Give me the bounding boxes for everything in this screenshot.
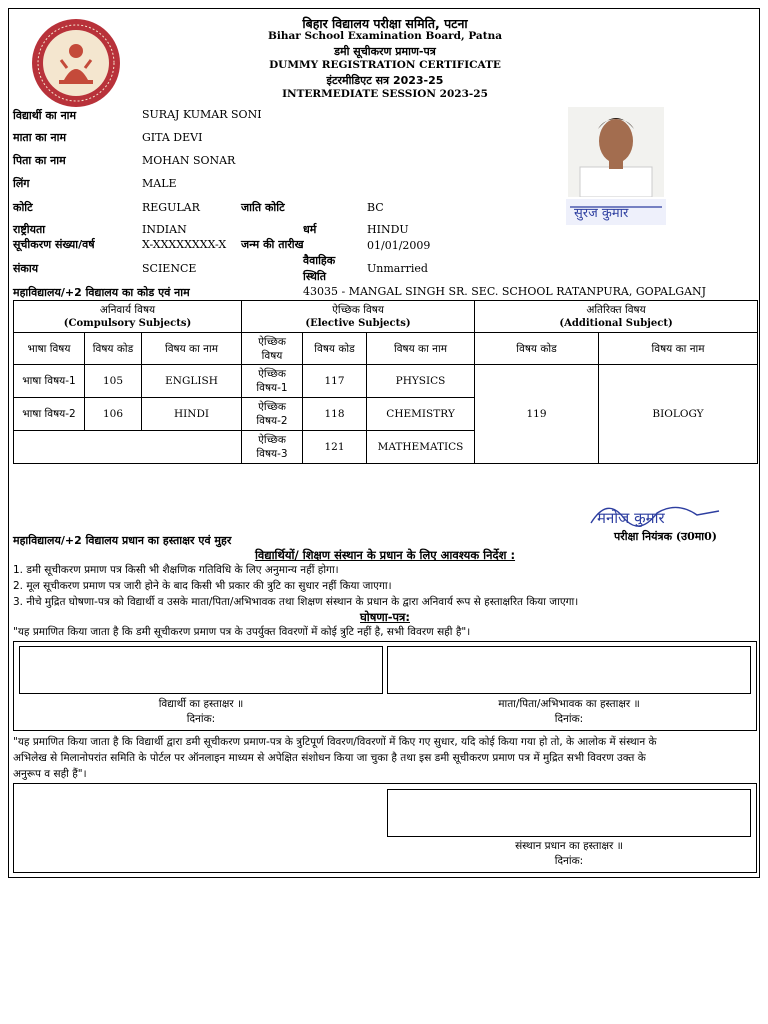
svg-text:मनोज कुमार: मनोज कुमार	[597, 509, 665, 527]
student-signature-box	[19, 646, 383, 694]
dob-label: जन्म की तारीख	[241, 238, 304, 251]
marital-value: Unmarried	[367, 262, 428, 275]
regno-value: X-XXXXXXXX-X	[142, 238, 227, 251]
dob-value: 01/01/2009	[367, 239, 431, 252]
mother-name-label: माता का नाम	[13, 131, 67, 144]
gender-value: MALE	[142, 177, 177, 190]
father-name-value: MOHAN SONAR	[142, 154, 236, 167]
student-date-label: दिनांक:	[186, 713, 216, 725]
religion-value: HINDU	[367, 223, 409, 236]
elective-header: ऐच्छिक विषय (Elective Subjects)	[242, 301, 475, 333]
header-english-board: Bihar School Examination Board, Patna	[267, 30, 503, 42]
instruction-item: 1. डमी सूचीकरण प्रमाण पत्र किसी भी शैक्षणिक गतिविधि के लिए अनुमान्य नहीं होगा।	[13, 564, 339, 576]
declaration-title: घोषणा-पत्र:	[360, 610, 410, 624]
svg-text:सुरज कुमार: सुरज कुमार	[574, 206, 629, 221]
head-signature-box	[387, 789, 751, 837]
caste-label: जाति कोटि	[241, 201, 285, 214]
head-signature-label: संस्थान प्रधान का हस्ताक्षर ॥	[515, 840, 623, 852]
parent-date-label: दिनांक:	[554, 713, 584, 725]
institution-declaration-line1: "यह प्रमाणित किया जाता है कि विद्यार्थी द्वारा डमी सूचीकरण प्रमाण-पत्र के त्रुटिपूर्ण विवरण/विवरणों में किए गए सुधार, यदि कोई किया गया हो तो, के आलोक में संस्थान के	[13, 736, 657, 748]
certificate-sheet	[8, 8, 760, 878]
student-name-label: विद्यार्थी का नाम	[13, 109, 77, 122]
category-value: REGULAR	[142, 201, 200, 214]
header-hindi-session: इंटरमीडिएट सत्र 2023-25	[326, 74, 444, 87]
controller-signature-label: परीक्षा नियंत्रक (उ0मा0)	[614, 530, 718, 543]
col-add-code: विषय कोड	[475, 333, 599, 365]
header-hindi-cert: डमी सूचीकरण प्रमाण-पत्र	[334, 45, 436, 58]
parent-signature-label: माता/पिता/अभिभावक का हस्ताक्षर ॥	[498, 698, 640, 710]
col-add-name: विषय का नाम	[599, 333, 758, 365]
additional-name: BIOLOGY	[599, 365, 758, 464]
additional-code: 119	[475, 365, 599, 464]
header-english-cert: DUMMY REGISTRATION CERTIFICATE	[269, 59, 501, 71]
header-hindi-board: बिहार विद्यालय परीक्षा समिति, पटना	[302, 16, 468, 31]
table-row: भाषा विषय-1 105 ENGLISH ऐच्छिक विषय-1 117 PHYSICS 119 BIOLOGY	[14, 365, 758, 398]
col-comp-name: विषय का नाम	[142, 333, 242, 365]
caste-value: BC	[367, 201, 384, 214]
student-signature-label: विद्यार्थी का हस्ताक्षर ॥	[158, 698, 244, 710]
institution-declaration-line3: अनुरूप व सही हैं"।	[13, 768, 87, 780]
faculty-value: SCIENCE	[142, 262, 197, 275]
mother-name-value: GITA DEVI	[142, 131, 203, 144]
category-label: कोटि	[13, 201, 33, 214]
nationality-value: INDIAN	[142, 223, 187, 236]
faculty-label: संकाय	[13, 262, 39, 275]
college-label: महाविद्यालय/+2 विद्यालय का कोड एवं नाम	[13, 286, 190, 299]
head-date-label: दिनांक:	[554, 855, 584, 867]
father-name-label: पिता का नाम	[13, 154, 66, 167]
nationality-label: राष्ट्रीयता	[13, 223, 46, 236]
header-english-session: INTERMEDIATE SESSION 2023-25	[282, 88, 488, 100]
controller-signature	[587, 493, 727, 533]
gender-label: लिंग	[13, 177, 30, 190]
col-elective: ऐच्छिक विषय	[242, 333, 303, 365]
col-comp-code: विषय कोड	[85, 333, 142, 365]
regno-label: सूचीकरण संख्या/वर्ष	[13, 238, 95, 251]
instruction-item: 2. मूल सूचीकरण प्रमाण पत्र जारी होने के बाद किसी भी प्रकार की त्रुटि का सुधार नहीं किया जाएगा।	[13, 580, 392, 592]
additional-header: अतिरिक्त विषय (Additional Subject)	[475, 301, 758, 333]
institution-declaration-line2: अभिलेख से मिलानोपरांत समिति के पोर्टल पर ऑनलाइन माध्यम से अपेक्षित संशोधन किया जा चुका है तथा इस डमी सूचीकरण प्रमाण पत्र में मुद्रित सभी विवरण उक्त के	[13, 752, 646, 764]
table-row: भाषा विषय-2 106 HINDI ऐच्छिक विषय-2 118 CHEMISTRY	[14, 398, 758, 431]
marital-label-line2: स्थिति	[303, 270, 327, 283]
student-photo	[568, 107, 664, 197]
subjects-table	[13, 300, 758, 464]
col-elec-code: विषय कोड	[303, 333, 367, 365]
parent-signature-box	[387, 646, 751, 694]
marital-label-line1: वैवाहिक	[303, 254, 336, 267]
student-photo-signature	[566, 199, 666, 225]
instructions-title: विद्यार्थियों/ शिक्षण संस्थान के प्रधान के लिए आवश्यक निर्देश :	[254, 548, 516, 562]
principal-signature-label: महाविद्यालय/+2 विद्यालय प्रधान का हस्ताक्षर एवं मुहर	[13, 534, 232, 547]
college-value: 43035 - MANGAL SINGH SR. SEC. SCHOOL RATANPURA, GOPALGANJ	[303, 285, 707, 298]
col-elec-name: विषय का नाम	[367, 333, 475, 365]
student-name-value: SURAJ KUMAR SONI	[142, 108, 262, 121]
religion-label: धर्म	[303, 223, 317, 236]
table-row: ऐच्छिक विषय-3 121 MATHEMATICS	[14, 431, 758, 464]
instruction-item: 3. नीचे मुद्रित घोषणा-पत्र को विद्यार्थी व उसके माता/पिता/अभिभावक तथा शिक्षण संस्थान के प्रधान के द्वारा अनिवार्य रूप से हस्ताक्षरित किया जाएगा।	[13, 596, 579, 608]
declaration-text: "यह प्रमाणित किया जाता है कि डमी सूचीकरण प्रमाण पत्र के उपर्युक्त विवरणों में कोई त्रुटि नहीं है, सभी विवरण सही है"।	[13, 626, 471, 638]
compulsory-header: अनिवार्य विषय (Compulsory Subjects)	[14, 301, 242, 333]
col-bhasha: भाषा विषय	[14, 333, 85, 365]
